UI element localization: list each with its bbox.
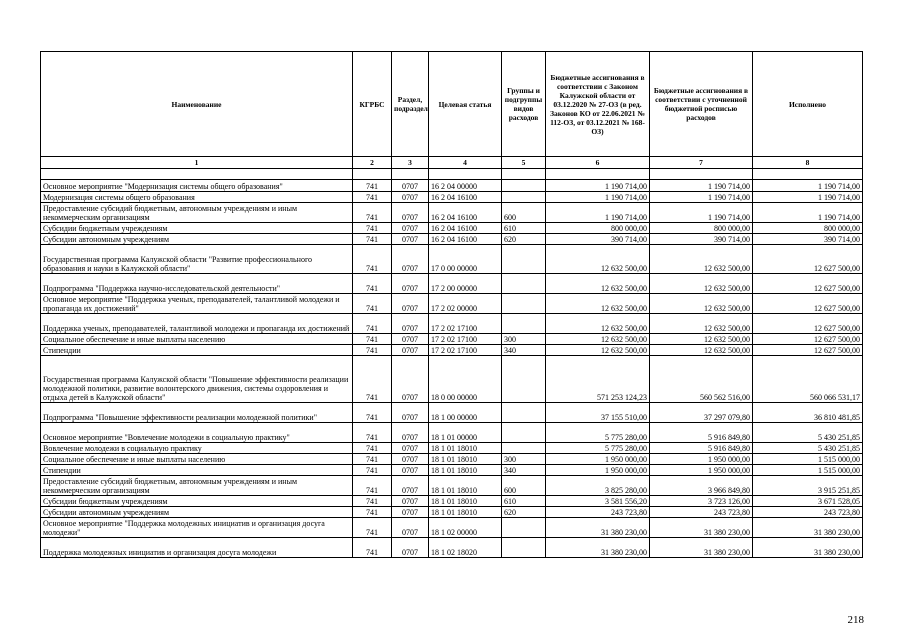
row-executed-amount: 1 190 714,00: [753, 192, 863, 203]
row-section: 0707: [392, 334, 429, 345]
row-kgrbs: 741: [353, 245, 392, 274]
row-refined-amount: 5 916 849,80: [650, 443, 753, 454]
row-law-amount: 12 632 500,00: [546, 245, 650, 274]
row-kgrbs: 741: [353, 223, 392, 234]
row-refined-amount: 31 380 230,00: [650, 538, 753, 558]
row-kgrbs: 741: [353, 454, 392, 465]
table-row: [41, 443, 863, 454]
row-target: 18 1 02 00000: [429, 518, 502, 538]
table-row: [41, 203, 863, 223]
row-group: [502, 245, 546, 274]
row-kgrbs: 741: [353, 274, 392, 294]
row-refined-amount: 12 632 500,00: [650, 334, 753, 345]
row-name: Основное мероприятие "Поддержка молодежных инициатив и организация досуга молодежи": [41, 518, 353, 538]
row-refined-amount: 560 562 516,00: [650, 356, 753, 403]
table-row: [41, 356, 863, 403]
row-law-amount: 1 190 714,00: [546, 203, 650, 223]
row-section: 0707: [392, 507, 429, 518]
column-number-row: [41, 157, 863, 169]
row-refined-amount: 12 632 500,00: [650, 274, 753, 294]
row-target: 18 1 01 18010: [429, 496, 502, 507]
row-executed-amount: 390 714,00: [753, 234, 863, 245]
row-group: 300: [502, 454, 546, 465]
header-row: [41, 52, 863, 157]
row-section: 0707: [392, 403, 429, 423]
row-section: 0707: [392, 192, 429, 203]
row-section: 0707: [392, 203, 429, 223]
row-target: 18 1 02 18020: [429, 538, 502, 558]
row-executed-amount: 31 380 230,00: [753, 538, 863, 558]
row-refined-amount: 12 632 500,00: [650, 294, 753, 314]
row-law-amount: 243 723,80: [546, 507, 650, 518]
row-executed-amount: 1 190 714,00: [753, 203, 863, 223]
row-target: 17 2 02 17100: [429, 314, 502, 334]
row-refined-amount: 390 714,00: [650, 234, 753, 245]
row-kgrbs: 741: [353, 180, 392, 192]
row-target: 18 1 01 18010: [429, 454, 502, 465]
page-number: 218: [847, 614, 864, 626]
row-name: Субсидии бюджетным учреждениям: [41, 496, 353, 507]
row-name: Вовлечение молодежи в социальную практику: [41, 443, 353, 454]
row-target: 16 2 04 16100: [429, 192, 502, 203]
row-target: 17 2 02 17100: [429, 345, 502, 356]
row-kgrbs: 741: [353, 192, 392, 203]
table-row: [41, 507, 863, 518]
row-law-amount: 1 190 714,00: [546, 180, 650, 192]
row-refined-amount: 1 190 714,00: [650, 192, 753, 203]
header-kgrbs: КГРБС: [353, 52, 392, 157]
row-section: 0707: [392, 234, 429, 245]
row-group: [502, 403, 546, 423]
row-executed-amount: 243 723,80: [753, 507, 863, 518]
row-executed-amount: 1 515 000,00: [753, 454, 863, 465]
col-number: 6: [546, 157, 650, 169]
row-section: 0707: [392, 274, 429, 294]
row-name: Государственная программа Калужской области "Развитие профессионального образования и науки в Калужской области": [41, 245, 353, 274]
row-kgrbs: 741: [353, 403, 392, 423]
row-group: [502, 423, 546, 443]
row-executed-amount: 800 000,00: [753, 223, 863, 234]
table-row: [41, 538, 863, 558]
row-section: 0707: [392, 443, 429, 454]
row-executed-amount: 12 627 500,00: [753, 245, 863, 274]
row-law-amount: 12 632 500,00: [546, 294, 650, 314]
row-refined-amount: 5 916 849,80: [650, 423, 753, 443]
row-kgrbs: 741: [353, 345, 392, 356]
row-kgrbs: 741: [353, 356, 392, 403]
row-group: [502, 294, 546, 314]
row-refined-amount: 12 632 500,00: [650, 345, 753, 356]
row-target: 18 1 00 00000: [429, 403, 502, 423]
row-section: 0707: [392, 496, 429, 507]
row-name: Подпрограмма "Поддержка научно-исследовательской деятельности": [41, 274, 353, 294]
row-executed-amount: 560 066 531,17: [753, 356, 863, 403]
row-group: [502, 443, 546, 454]
col-number: 2: [353, 157, 392, 169]
row-kgrbs: 741: [353, 294, 392, 314]
table-row: [41, 518, 863, 538]
col-number: 3: [392, 157, 429, 169]
table-row: [41, 334, 863, 345]
row-executed-amount: 5 430 251,85: [753, 423, 863, 443]
row-law-amount: 3 825 280,00: [546, 476, 650, 496]
row-name: Стипендии: [41, 465, 353, 476]
row-kgrbs: 741: [353, 465, 392, 476]
row-target: 17 0 00 00000: [429, 245, 502, 274]
table-row: [41, 274, 863, 294]
row-kgrbs: 741: [353, 496, 392, 507]
row-group: [502, 314, 546, 334]
row-kgrbs: 741: [353, 423, 392, 443]
table-row: [41, 234, 863, 245]
row-name: Стипендии: [41, 345, 353, 356]
table-row: [41, 245, 863, 274]
row-group: 620: [502, 234, 546, 245]
row-section: 0707: [392, 314, 429, 334]
row-target: 17 2 02 00000: [429, 294, 502, 314]
row-target: 18 0 00 00000: [429, 356, 502, 403]
row-target: 18 1 01 18010: [429, 507, 502, 518]
row-section: 0707: [392, 294, 429, 314]
row-section: 0707: [392, 476, 429, 496]
row-group: 600: [502, 203, 546, 223]
row-section: 0707: [392, 518, 429, 538]
row-executed-amount: 12 627 500,00: [753, 334, 863, 345]
row-executed-amount: 12 627 500,00: [753, 345, 863, 356]
col-number: 5: [502, 157, 546, 169]
table-row: [41, 314, 863, 334]
row-section: 0707: [392, 454, 429, 465]
row-target: 16 2 04 16100: [429, 234, 502, 245]
row-target: 16 2 04 16100: [429, 223, 502, 234]
row-law-amount: 31 380 230,00: [546, 538, 650, 558]
table-row: [41, 403, 863, 423]
row-law-amount: 390 714,00: [546, 234, 650, 245]
row-law-amount: 571 253 124,23: [546, 356, 650, 403]
row-group: 340: [502, 465, 546, 476]
row-law-amount: 5 775 280,00: [546, 443, 650, 454]
spacer-row: [41, 169, 863, 180]
row-name: Поддержка молодежных инициатив и организация досуга молодежи: [41, 538, 353, 558]
table-row: [41, 223, 863, 234]
row-executed-amount: 3 671 528,05: [753, 496, 863, 507]
row-group: [502, 538, 546, 558]
row-target: 18 1 01 18010: [429, 476, 502, 496]
row-kgrbs: 741: [353, 538, 392, 558]
table-row: [41, 465, 863, 476]
row-kgrbs: 741: [353, 234, 392, 245]
row-section: 0707: [392, 423, 429, 443]
row-section: 0707: [392, 180, 429, 192]
row-name: Социальное обеспечение и иные выплаты населению: [41, 334, 353, 345]
row-section: 0707: [392, 538, 429, 558]
row-target: 16 2 04 00000: [429, 180, 502, 192]
row-name: Основное мероприятие "Поддержка ученых, преподавателей, талантливой молодежи и пропаганда их достижений": [41, 294, 353, 314]
row-refined-amount: 800 000,00: [650, 223, 753, 234]
row-section: 0707: [392, 245, 429, 274]
row-name: Модернизация системы общего образования: [41, 192, 353, 203]
row-name: Основное мероприятие "Вовлечение молодежи в социальную практику": [41, 423, 353, 443]
col-number: 7: [650, 157, 753, 169]
row-group: 300: [502, 334, 546, 345]
row-kgrbs: 741: [353, 507, 392, 518]
table-row: [41, 192, 863, 203]
col-number: 4: [429, 157, 502, 169]
row-law-amount: 12 632 500,00: [546, 274, 650, 294]
row-section: 0707: [392, 465, 429, 476]
row-law-amount: 12 632 500,00: [546, 314, 650, 334]
row-kgrbs: 741: [353, 314, 392, 334]
row-group: [502, 192, 546, 203]
row-kgrbs: 741: [353, 203, 392, 223]
row-refined-amount: 1 190 714,00: [650, 203, 753, 223]
row-refined-amount: 1 190 714,00: [650, 180, 753, 192]
row-law-amount: 12 632 500,00: [546, 345, 650, 356]
table-row: [41, 454, 863, 465]
header-section: Раздел, подраздел: [392, 52, 429, 157]
row-name: Поддержка ученых, преподавателей, талантливой молодежи и пропаганда их достижений: [41, 314, 353, 334]
row-law-amount: 12 632 500,00: [546, 334, 650, 345]
row-executed-amount: 12 627 500,00: [753, 314, 863, 334]
row-executed-amount: 5 430 251,85: [753, 443, 863, 454]
row-target: 16 2 04 16100: [429, 203, 502, 223]
row-law-amount: 5 775 280,00: [546, 423, 650, 443]
row-law-amount: 31 380 230,00: [546, 518, 650, 538]
row-executed-amount: 12 627 500,00: [753, 274, 863, 294]
row-refined-amount: 1 950 000,00: [650, 465, 753, 476]
row-target: 17 2 00 00000: [429, 274, 502, 294]
row-law-amount: 1 190 714,00: [546, 192, 650, 203]
row-name: Субсидии автономным учреждениям: [41, 234, 353, 245]
row-refined-amount: 243 723,80: [650, 507, 753, 518]
row-executed-amount: 3 915 251,85: [753, 476, 863, 496]
row-refined-amount: 12 632 500,00: [650, 245, 753, 274]
row-kgrbs: 741: [353, 476, 392, 496]
row-group: 340: [502, 345, 546, 356]
row-target: 18 1 01 00000: [429, 423, 502, 443]
row-group: 610: [502, 223, 546, 234]
table-row: [41, 496, 863, 507]
header-law: Бюджетные ассигнования в соответствии с Законом Калужской области от 03.12.2020 № 27-ОЗ (в ред. Законов КО от 22.06.2021 № 112-ОЗ, от 03.12.2021 № 168-ОЗ): [546, 52, 650, 157]
row-executed-amount: 1 515 000,00: [753, 465, 863, 476]
row-name: Предоставление субсидий бюджетным, автономным учреждениям и иным некоммерческим организациям: [41, 203, 353, 223]
row-executed-amount: 1 190 714,00: [753, 180, 863, 192]
row-name: Предоставление субсидий бюджетным, автономным учреждениям и иным некоммерческим организациям: [41, 476, 353, 496]
row-name: Подпрограмма "Повышение эффективности реализации молодежной политики": [41, 403, 353, 423]
col-number: 8: [753, 157, 863, 169]
header-name: Наименование: [41, 52, 353, 157]
row-law-amount: 1 950 000,00: [546, 454, 650, 465]
table-row: [41, 345, 863, 356]
row-kgrbs: 741: [353, 443, 392, 454]
row-group: 620: [502, 507, 546, 518]
table-row: [41, 423, 863, 443]
row-group: [502, 180, 546, 192]
row-section: 0707: [392, 223, 429, 234]
row-group: 600: [502, 476, 546, 496]
row-kgrbs: 741: [353, 518, 392, 538]
row-refined-amount: 3 966 849,80: [650, 476, 753, 496]
header-groups: Группы и подгруппы видов расходов: [502, 52, 546, 157]
row-refined-amount: 12 632 500,00: [650, 314, 753, 334]
row-law-amount: 3 581 556,20: [546, 496, 650, 507]
row-name: Основное мероприятие "Модернизация системы общего образования": [41, 180, 353, 192]
table-body: [41, 169, 863, 558]
table-row: [41, 294, 863, 314]
row-executed-amount: 31 380 230,00: [753, 518, 863, 538]
row-name: Государственная программа Калужской области "Повышение эффективности реализации молодежной политики, развитие волонтерского движения, системы оздоровления и отдыха детей в Калужской области": [41, 356, 353, 403]
row-section: 0707: [392, 356, 429, 403]
row-group: [502, 356, 546, 403]
row-executed-amount: 12 627 500,00: [753, 294, 863, 314]
row-refined-amount: 37 297 079,80: [650, 403, 753, 423]
row-law-amount: 800 000,00: [546, 223, 650, 234]
row-target: 17 2 02 17100: [429, 334, 502, 345]
table-row: [41, 476, 863, 496]
budget-table: [40, 51, 863, 558]
header-refined: Бюджетные ассигнования в соответствии с уточненной бюджетной росписью расходов: [650, 52, 753, 157]
row-law-amount: 1 950 000,00: [546, 465, 650, 476]
header-executed: Исполнено: [753, 52, 863, 157]
row-name: Субсидии автономным учреждениям: [41, 507, 353, 518]
row-refined-amount: 3 723 126,00: [650, 496, 753, 507]
row-refined-amount: 1 950 000,00: [650, 454, 753, 465]
row-name: Субсидии бюджетным учреждениям: [41, 223, 353, 234]
table-row: [41, 180, 863, 192]
row-name: Социальное обеспечение и иные выплаты населению: [41, 454, 353, 465]
row-group: 610: [502, 496, 546, 507]
row-target: 18 1 01 18010: [429, 465, 502, 476]
row-group: [502, 274, 546, 294]
row-group: [502, 518, 546, 538]
col-number: 1: [41, 157, 353, 169]
row-law-amount: 37 155 510,00: [546, 403, 650, 423]
row-kgrbs: 741: [353, 334, 392, 345]
row-executed-amount: 36 810 481,85: [753, 403, 863, 423]
row-refined-amount: 31 380 230,00: [650, 518, 753, 538]
row-section: 0707: [392, 345, 429, 356]
header-target: Целевая статья: [429, 52, 502, 157]
row-target: 18 1 01 18010: [429, 443, 502, 454]
